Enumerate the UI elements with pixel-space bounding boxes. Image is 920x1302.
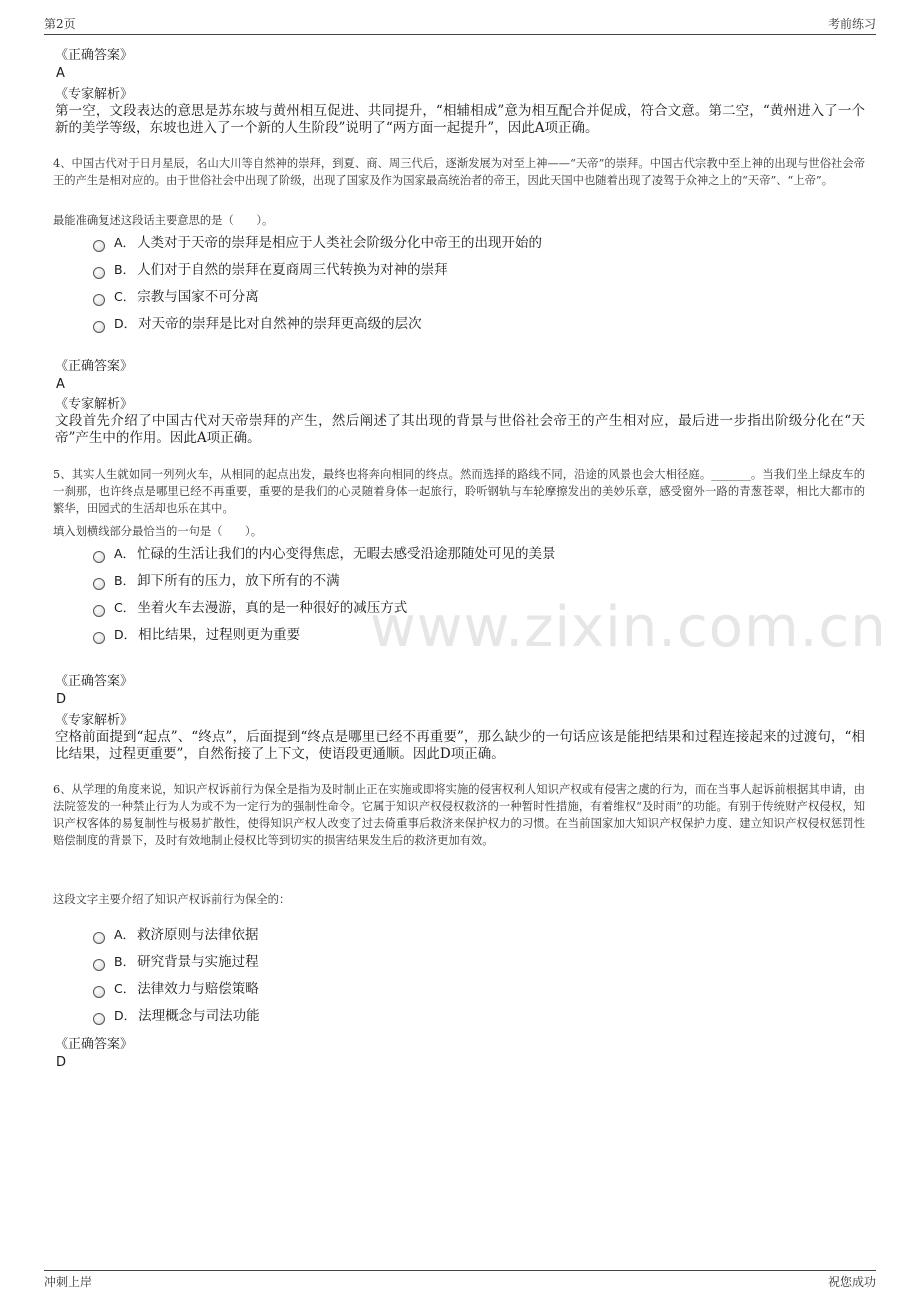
option-a[interactable]: A． 人类对于天帝的崇拜是相应于人类社会阶级分化中帝王的出现开始的 <box>93 234 542 252</box>
answer-label: 《正确答案》 <box>55 48 134 63</box>
question-stem: 4、中国古代对于日月星辰，名山大川等自然神的崇拜，到夏、商、周三代后，逐渐发展为对至上神——“天帝”的崇拜。中国古代宗教中至上神的出现与世俗社会帝王的产生是相对应的。由于世俗社会中出现了阶级，出现了国家及作为国家最高统治者的帝王，因此天国中也随着出现了凌驾于众神之上的“天帝”、“上帝”。 <box>53 157 865 187</box>
analysis-text: 空格前面提到“起点”、“终点”，后面提到“终点是哪里已经不再重要”，那么缺少的一句话应该是能把结果和过程连接起来的过渡句，“相比结果，过程更重要”，自然衔接了上下文，使语段更通顺。因此D项正确。 <box>55 729 865 762</box>
radio-icon[interactable] <box>93 551 105 563</box>
option-c[interactable]: C． 宗教与国家不可分离 <box>93 288 259 306</box>
header-title: 考前练习 <box>827 17 876 31</box>
option-a[interactable]: A． 忙碌的生活让我们的内心变得焦虑，无暇去感受沿途那随处可见的美景 <box>93 545 556 563</box>
radio-icon[interactable] <box>93 321 105 333</box>
radio-icon[interactable] <box>93 240 105 252</box>
answer-value: D <box>56 692 67 707</box>
answer-value: A <box>56 66 65 81</box>
option-b[interactable]: B． 人们对于自然的崇拜在夏商周三代转换为对神的崇拜 <box>93 261 448 279</box>
radio-icon[interactable] <box>93 932 105 944</box>
option-b[interactable]: B． 研究背景与实施过程 <box>93 953 259 971</box>
radio-icon[interactable] <box>93 632 105 644</box>
answer-value: D <box>56 1055 67 1070</box>
answer-value: A <box>56 377 65 392</box>
radio-icon[interactable] <box>93 605 105 617</box>
answer-label: 《正确答案》 <box>55 674 134 689</box>
question-prompt: 这段文字主要介绍了知识产权诉前行为保全的： <box>53 893 291 906</box>
option-d[interactable]: D． 对天帝的崇拜是比对自然神的崇拜更高级的层次 <box>93 315 422 333</box>
option-c[interactable]: C． 坐着火车去漫游，真的是一种很好的减压方式 <box>93 599 407 617</box>
option-d[interactable]: D． 法理概念与司法功能 <box>93 1007 260 1025</box>
radio-icon[interactable] <box>93 986 105 998</box>
page-number: 第2页 <box>44 17 76 31</box>
option-b[interactable]: B． 卸下所有的压力，放下所有的不满 <box>93 572 340 590</box>
option-d[interactable]: D． 相比结果，过程则更为重要 <box>93 626 300 644</box>
footer-left: 冲刺上岸 <box>44 1275 93 1289</box>
question-stem: 5、其实人生就如同一列列火车，从相同的起点出发，最终也将奔向相同的终点。然而选择的路线不同，沿途的风景也会大相径庭。_______。当我们坐上绿皮车的一刹那，也许终点是哪里已经不再重要，重要的是我们的心灵随着身体一起旅行，聆听钢轨与车轮摩擦发出的美妙乐章，感受窗外一路的青葱苍翠，相比大都市的繁华，田园式的生活却也乐在其中。 <box>53 468 865 515</box>
analysis-label: 《专家解析》 <box>55 87 134 102</box>
page-header <box>44 15 876 35</box>
option-a[interactable]: A． 救济原则与法律依据 <box>93 926 259 944</box>
radio-icon[interactable] <box>93 294 105 306</box>
analysis-label: 《专家解析》 <box>55 713 134 728</box>
question-prompt: 最能准确复述这段话主要意思的是（ ）。 <box>53 214 274 227</box>
radio-icon[interactable] <box>93 959 105 971</box>
analysis-label: 《专家解析》 <box>55 397 134 412</box>
option-c[interactable]: C． 法律效力与赔偿策略 <box>93 980 259 998</box>
radio-icon[interactable] <box>93 267 105 279</box>
answer-label: 《正确答案》 <box>55 359 134 374</box>
page-footer <box>44 1270 876 1290</box>
question-prompt: 填入划横线部分最恰当的一句是（ ）。 <box>53 525 262 538</box>
radio-icon[interactable] <box>93 578 105 590</box>
question-stem: 6、从学理的角度来说，知识产权诉前行为保全是指为及时制止正在实施或即将实施的侵害权利人知识产权或有侵害之虞的行为，而在当事人起诉前根据其申请，由法院签发的一种禁止行为人为或不为一定行为的强制性命令。它属于知识产权侵权救济的一种暂时性措施，有着维权“及时雨”的功能。有别于传统财产权侵权，知识产权客体的易复制性与极易扩散性，使得知识产权人改变了过去倚重事后救济来保护权力的习惯。在当前国家加大知识产权保护力度、建立知识产权侵权惩罚性赔偿制度的背景下，及时有效地制止侵权比等到切实的损害结果发生后的救济更加有效。 <box>53 783 865 847</box>
watermark: www.zixin.com.cn <box>370 595 887 660</box>
footer-right: 祝您成功 <box>827 1275 876 1289</box>
answer-label: 《正确答案》 <box>55 1037 134 1052</box>
radio-icon[interactable] <box>93 1013 105 1025</box>
analysis-text: 第一空，文段表达的意思是苏东坡与黄州相互促进、共同提升，“相辅相成”意为相互配合并促成，符合文意。第二空，“黄州进入了一个新的美学等级，东坡也进入了一个新的人生阶段”说明了“两方面一起提升”，因此A项正确。 <box>55 103 865 136</box>
analysis-text: 文段首先介绍了中国古代对天帝崇拜的产生，然后阐述了其出现的背景与世俗社会帝王的产生相对应，最后进一步指出阶级分化在“天帝”产生中的作用。因此A项正确。 <box>55 413 865 446</box>
